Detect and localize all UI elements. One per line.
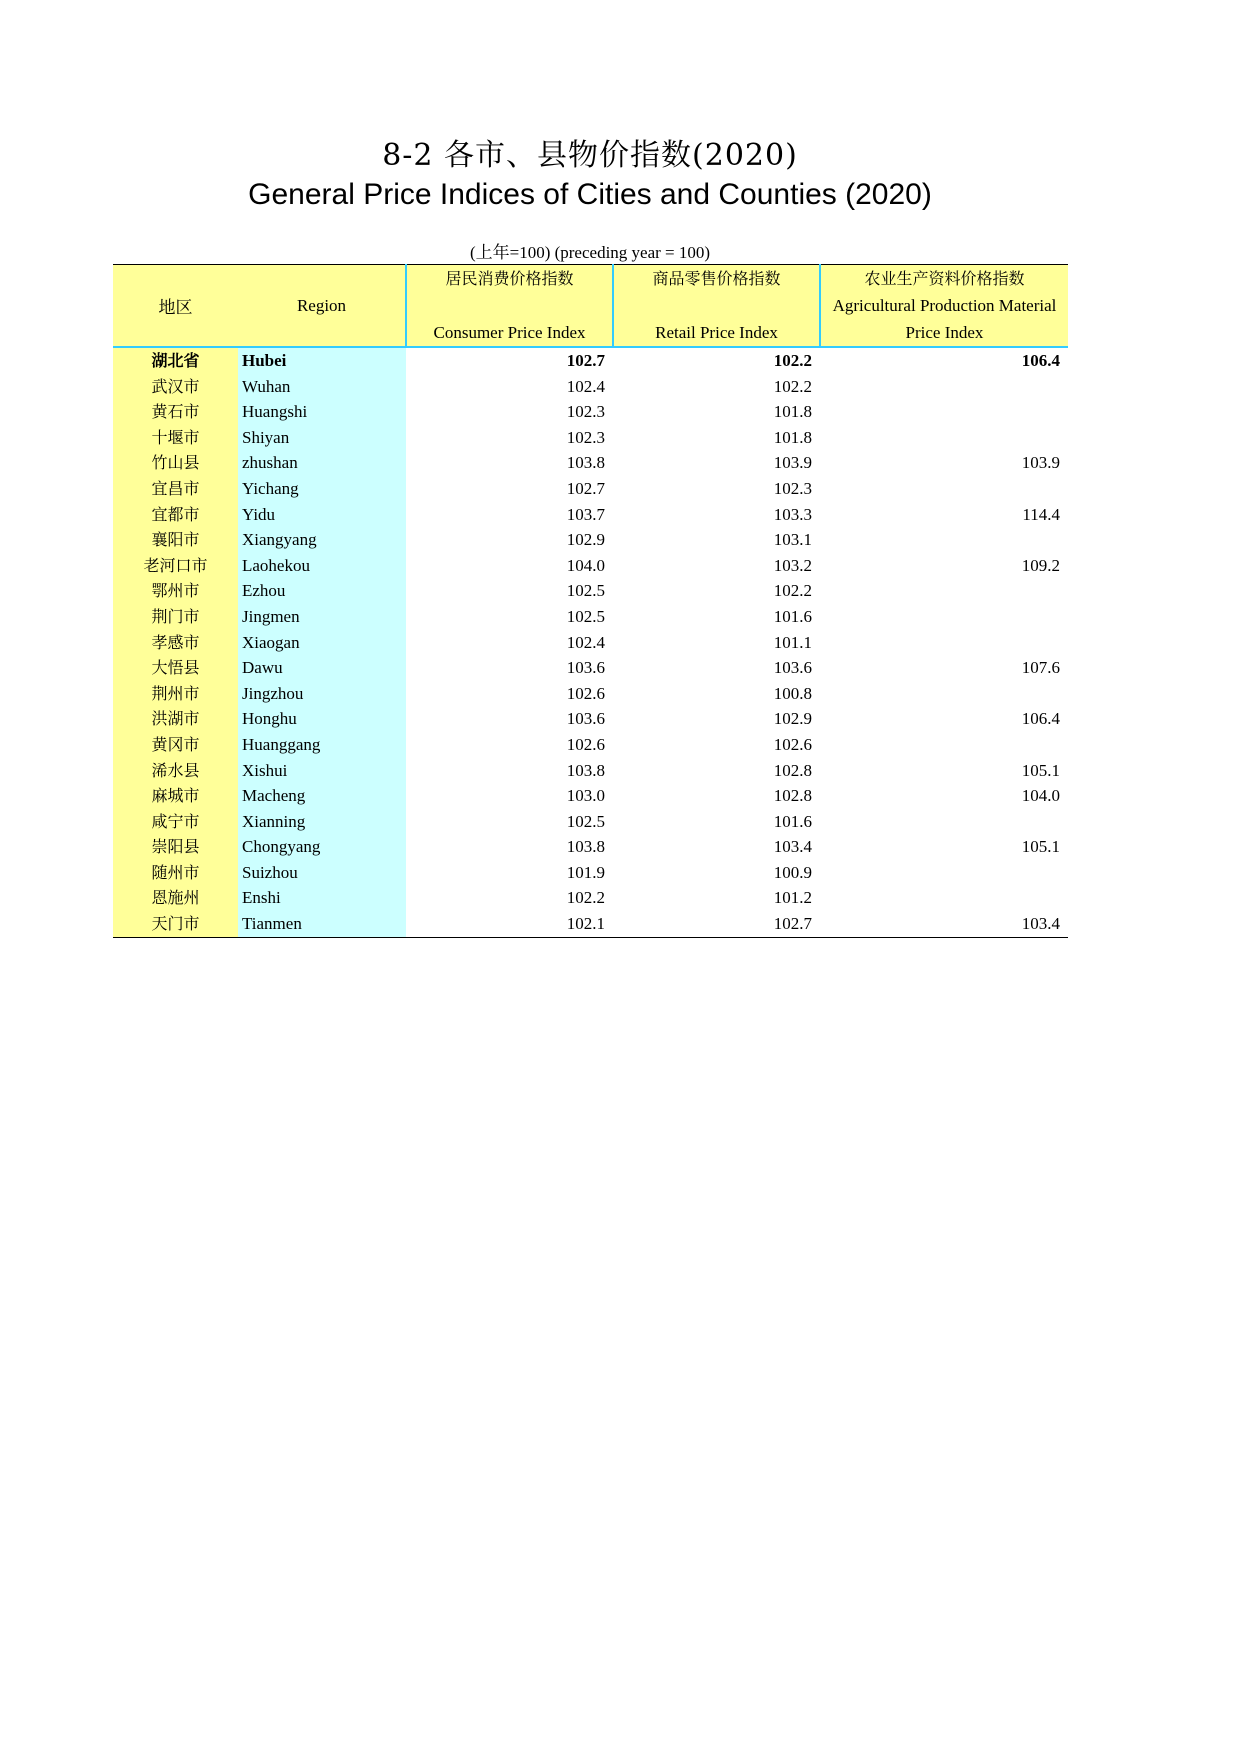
rpi-value: 101.6 xyxy=(773,606,812,626)
rpi-value: 100.8 xyxy=(773,683,812,703)
rpi-value: 101.6 xyxy=(773,811,812,831)
header-region-cn-label: 地区 xyxy=(158,298,193,317)
rpi-value: 101.1 xyxy=(773,632,812,652)
rpi-value: 101.2 xyxy=(773,888,812,908)
header-agri-en-line1: Agricultural Production Material xyxy=(832,296,1057,315)
region-name-en: Xianning xyxy=(238,809,406,835)
rpi-value: 101.8 xyxy=(773,427,812,447)
agri-value: 107.6 xyxy=(1021,658,1060,678)
cpi-value: 103.8 xyxy=(566,837,605,857)
rpi-value: 103.1 xyxy=(773,530,812,550)
cpi-value: 101.9 xyxy=(566,862,605,882)
table-row xyxy=(113,758,1068,784)
region-name-en: Huanggang xyxy=(238,732,406,758)
agri-value: 104.0 xyxy=(1021,786,1060,806)
header-region-cn xyxy=(113,265,238,348)
price-index-table xyxy=(113,264,1068,938)
region-name-en: Hubei xyxy=(238,347,406,374)
cpi-value: 103.8 xyxy=(566,760,605,780)
region-name-en: Wuhan xyxy=(238,374,406,400)
region-name-cn: 麻城市 xyxy=(113,783,238,809)
table-header-row xyxy=(113,265,1068,348)
region-name-en: Yichang xyxy=(238,476,406,502)
rpi-value: 103.2 xyxy=(773,555,812,575)
rpi-value: 100.9 xyxy=(773,862,812,882)
agri-value: 114.4 xyxy=(1022,504,1060,524)
table-row xyxy=(113,374,1068,400)
table-row xyxy=(113,476,1068,502)
agri-value: 109.2 xyxy=(1021,555,1060,575)
table-row xyxy=(113,604,1068,630)
rpi-value: 102.9 xyxy=(773,709,812,729)
region-name-cn: 荆门市 xyxy=(113,604,238,630)
header-agri xyxy=(820,265,1068,348)
cpi-value: 102.6 xyxy=(566,734,605,754)
region-name-cn: 天门市 xyxy=(113,911,238,937)
region-name-en: Huangshi xyxy=(238,399,406,425)
agri-value xyxy=(820,604,1068,630)
agri-value xyxy=(820,732,1068,758)
region-name-cn: 湖北省 xyxy=(113,347,238,374)
table-row xyxy=(113,732,1068,758)
region-name-cn: 宜昌市 xyxy=(113,476,238,502)
cpi-value: 102.6 xyxy=(566,683,605,703)
cpi-value: 102.7 xyxy=(566,478,605,498)
cpi-value: 102.2 xyxy=(566,888,605,908)
table-row xyxy=(113,783,1068,809)
region-name-cn: 孝感市 xyxy=(113,630,238,656)
cpi-value: 102.5 xyxy=(566,811,605,831)
header-cpi-cn: 居民消费价格指数 xyxy=(445,269,574,288)
region-name-en: Xiaogan xyxy=(238,630,406,656)
rpi-value: 103.6 xyxy=(773,658,812,678)
cpi-value: 102.1 xyxy=(406,911,613,937)
table-row xyxy=(113,911,1068,937)
agri-value xyxy=(820,374,1068,400)
header-rpi-cn: 商品零售价格指数 xyxy=(652,269,781,288)
cpi-value: 102.7 xyxy=(566,351,605,370)
agri-value xyxy=(820,578,1068,604)
table-row xyxy=(113,502,1068,528)
agri-value xyxy=(820,630,1068,656)
header-region-en xyxy=(238,265,406,348)
region-name-en: Xiangyang xyxy=(238,527,406,553)
region-name-cn: 竹山县 xyxy=(113,450,238,476)
header-cpi xyxy=(406,265,613,348)
table-row xyxy=(113,347,1068,374)
agri-value xyxy=(820,681,1068,707)
agri-value: 103.4 xyxy=(820,911,1068,937)
region-name-cn: 鄂州市 xyxy=(113,578,238,604)
region-name-en: Shiyan xyxy=(238,425,406,451)
agri-value: 105.1 xyxy=(1021,760,1060,780)
rpi-value: 102.6 xyxy=(773,734,812,754)
region-name-cn: 十堰市 xyxy=(113,425,238,451)
cpi-value: 102.3 xyxy=(566,427,605,447)
region-name-en: Jingzhou xyxy=(238,681,406,707)
region-name-en: Chongyang xyxy=(238,834,406,860)
table-row xyxy=(113,834,1068,860)
cpi-value: 102.4 xyxy=(566,376,605,396)
header-agri-cn: 农业生产资料价格指数 xyxy=(864,269,1025,288)
table-row xyxy=(113,399,1068,425)
agri-value: 105.1 xyxy=(1021,837,1060,857)
rpi-value: 102.8 xyxy=(773,760,812,780)
region-name-en: Yidu xyxy=(238,502,406,528)
header-cpi-en: Consumer Price Index xyxy=(433,323,586,342)
rpi-value: 102.3 xyxy=(773,478,812,498)
agri-value xyxy=(820,527,1068,553)
region-name-en: Laohekou xyxy=(238,553,406,579)
agri-value: 103.9 xyxy=(1021,453,1060,473)
rpi-value: 102.8 xyxy=(773,786,812,806)
cpi-value: 102.9 xyxy=(566,530,605,550)
region-name-cn: 老河口市 xyxy=(113,553,238,579)
page-title-english: General Price Indices of Cities and Counties (2020) xyxy=(248,178,932,211)
page-title-chinese: 8-2 各市、县物价指数(2020) xyxy=(382,138,798,173)
table-row xyxy=(113,425,1068,451)
region-name-en: Ezhou xyxy=(238,578,406,604)
agri-value xyxy=(820,809,1068,835)
table-row xyxy=(113,527,1068,553)
region-name-cn: 宜都市 xyxy=(113,502,238,528)
cpi-value: 103.6 xyxy=(566,658,605,678)
header-rpi-en: Retail Price Index xyxy=(655,323,778,342)
rpi-value: 102.2 xyxy=(773,581,812,601)
region-name-cn: 崇阳县 xyxy=(113,834,238,860)
table-row xyxy=(113,706,1068,732)
table-row xyxy=(113,860,1068,886)
header-rpi xyxy=(613,265,820,348)
rpi-value: 101.8 xyxy=(773,402,812,422)
region-name-en: Jingmen xyxy=(238,604,406,630)
region-name-cn: 随州市 xyxy=(113,860,238,886)
rpi-value: 103.3 xyxy=(773,504,812,524)
region-name-en: Enshi xyxy=(238,885,406,911)
table-row xyxy=(113,885,1068,911)
region-name-en: zhushan xyxy=(238,450,406,476)
table-row xyxy=(113,630,1068,656)
agri-value xyxy=(820,885,1068,911)
cpi-value: 102.5 xyxy=(566,581,605,601)
cpi-value: 103.0 xyxy=(566,786,605,806)
region-name-en: Dawu xyxy=(238,655,406,681)
rpi-value: 102.2 xyxy=(773,351,812,370)
table-row xyxy=(113,578,1068,604)
cpi-value: 104.0 xyxy=(566,555,605,575)
region-name-cn: 咸宁市 xyxy=(113,809,238,835)
cpi-value: 103.6 xyxy=(566,709,605,729)
region-name-cn: 大悟县 xyxy=(113,655,238,681)
cpi-value: 103.8 xyxy=(566,453,605,473)
cpi-value: 102.5 xyxy=(566,606,605,626)
table-body xyxy=(113,347,1068,937)
region-name-cn: 浠水县 xyxy=(113,758,238,784)
table-row xyxy=(113,655,1068,681)
rpi-value: 102.2 xyxy=(773,376,812,396)
agri-value xyxy=(820,860,1068,886)
cpi-value: 103.7 xyxy=(566,504,605,524)
region-name-en: Macheng xyxy=(238,783,406,809)
region-name-en: Honghu xyxy=(238,706,406,732)
region-name-cn: 襄阳市 xyxy=(113,527,238,553)
agri-value xyxy=(820,425,1068,451)
agri-value xyxy=(820,476,1068,502)
rpi-value: 103.4 xyxy=(773,837,812,857)
region-name-cn: 武汉市 xyxy=(113,374,238,400)
region-name-cn: 荆州市 xyxy=(113,681,238,707)
region-name-en: Tianmen xyxy=(238,911,406,937)
cpi-value: 102.4 xyxy=(566,632,605,652)
region-name-cn: 洪湖市 xyxy=(113,706,238,732)
region-name-en: Xishui xyxy=(238,758,406,784)
region-name-cn: 恩施州 xyxy=(113,885,238,911)
table-row xyxy=(113,809,1068,835)
header-region-en-label: Region xyxy=(296,295,347,315)
rpi-value: 103.9 xyxy=(773,453,812,473)
rpi-value: 102.7 xyxy=(613,911,820,937)
region-name-cn: 黄石市 xyxy=(113,399,238,425)
table-row xyxy=(113,553,1068,579)
region-name-en: Suizhou xyxy=(238,860,406,886)
unit-note: (上年=100) (preceding year = 100) xyxy=(469,243,711,262)
table-row xyxy=(113,450,1068,476)
header-agri-en-line2: Price Index xyxy=(905,323,984,342)
agri-value: 106.4 xyxy=(1021,351,1060,370)
cpi-value: 102.3 xyxy=(566,402,605,422)
table-row xyxy=(113,681,1068,707)
agri-value xyxy=(820,399,1068,425)
region-name-cn: 黄冈市 xyxy=(113,732,238,758)
agri-value: 106.4 xyxy=(1021,709,1060,729)
